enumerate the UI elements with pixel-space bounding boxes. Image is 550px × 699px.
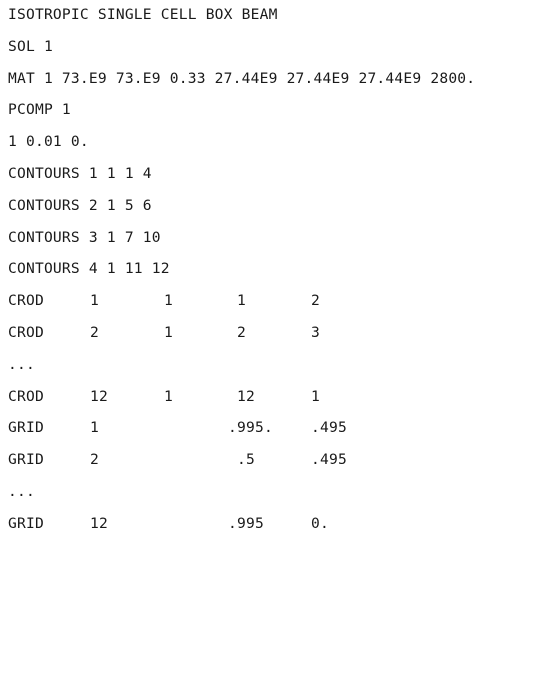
pcomp-row-line: 1 0.01 0. bbox=[8, 133, 89, 151]
crod-row-last bbox=[8, 381, 548, 413]
contours-line-1: CONTOURS 1 1 1 4 bbox=[8, 164, 152, 182]
crod-node-a: 2 bbox=[237, 323, 246, 341]
grid-keyword: GRID bbox=[8, 451, 44, 469]
grid-keyword: GRID bbox=[8, 419, 44, 437]
grid-y-coordinate: .495 bbox=[311, 419, 347, 437]
grid-row-last bbox=[8, 508, 548, 540]
crod-element-id: 2 bbox=[90, 323, 99, 341]
crod-property-id: 1 bbox=[164, 387, 173, 405]
ellipsis-line: ... bbox=[8, 355, 35, 373]
grid-node-id: 1 bbox=[90, 419, 99, 437]
crod-element-id: 12 bbox=[90, 387, 108, 405]
deck-title-line: ISOTROPIC SINGLE CELL BOX BEAM bbox=[8, 6, 278, 23]
crod-node-b: 1 bbox=[311, 387, 320, 405]
grid-row bbox=[8, 412, 548, 444]
crod-node-b: 2 bbox=[311, 292, 320, 310]
crod-keyword: CROD bbox=[8, 292, 44, 310]
grid-x-coordinate: .995. bbox=[228, 419, 273, 437]
mat-line: MAT 1 73.E9 73.E9 0.33 27.44E9 27.44E9 27.44E9 2800. bbox=[8, 69, 476, 87]
crod-row bbox=[8, 285, 548, 317]
crod-property-id: 1 bbox=[164, 323, 173, 341]
crod-property-id: 1 bbox=[164, 292, 173, 310]
grid-x-coordinate: .995 bbox=[228, 514, 264, 532]
contours-line-3: CONTOURS 3 1 7 10 bbox=[8, 228, 161, 246]
grid-node-id: 12 bbox=[90, 514, 108, 532]
grid-node-id: 2 bbox=[90, 451, 99, 469]
crod-node-a: 1 bbox=[237, 292, 246, 310]
crod-keyword: CROD bbox=[8, 323, 44, 341]
grid-x-coordinate: .5 bbox=[237, 451, 255, 469]
contours-line-4: CONTOURS 4 1 11 12 bbox=[8, 260, 170, 278]
crod-keyword: CROD bbox=[8, 387, 44, 405]
pcomp-line: PCOMP 1 bbox=[8, 101, 71, 119]
contours-line-2: CONTOURS 2 1 5 6 bbox=[8, 196, 152, 214]
grid-row bbox=[8, 444, 548, 476]
ellipsis-line: ... bbox=[8, 482, 35, 500]
sol-line: SOL 1 bbox=[8, 37, 53, 55]
grid-y-coordinate: .495 bbox=[311, 451, 347, 469]
crod-element-id: 1 bbox=[90, 292, 99, 310]
input-deck bbox=[8, 0, 548, 540]
grid-keyword: GRID bbox=[8, 514, 44, 532]
crod-row bbox=[8, 317, 548, 349]
grid-y-coordinate: 0. bbox=[311, 514, 329, 532]
crod-node-a: 12 bbox=[237, 387, 255, 405]
crod-node-b: 3 bbox=[311, 323, 320, 341]
